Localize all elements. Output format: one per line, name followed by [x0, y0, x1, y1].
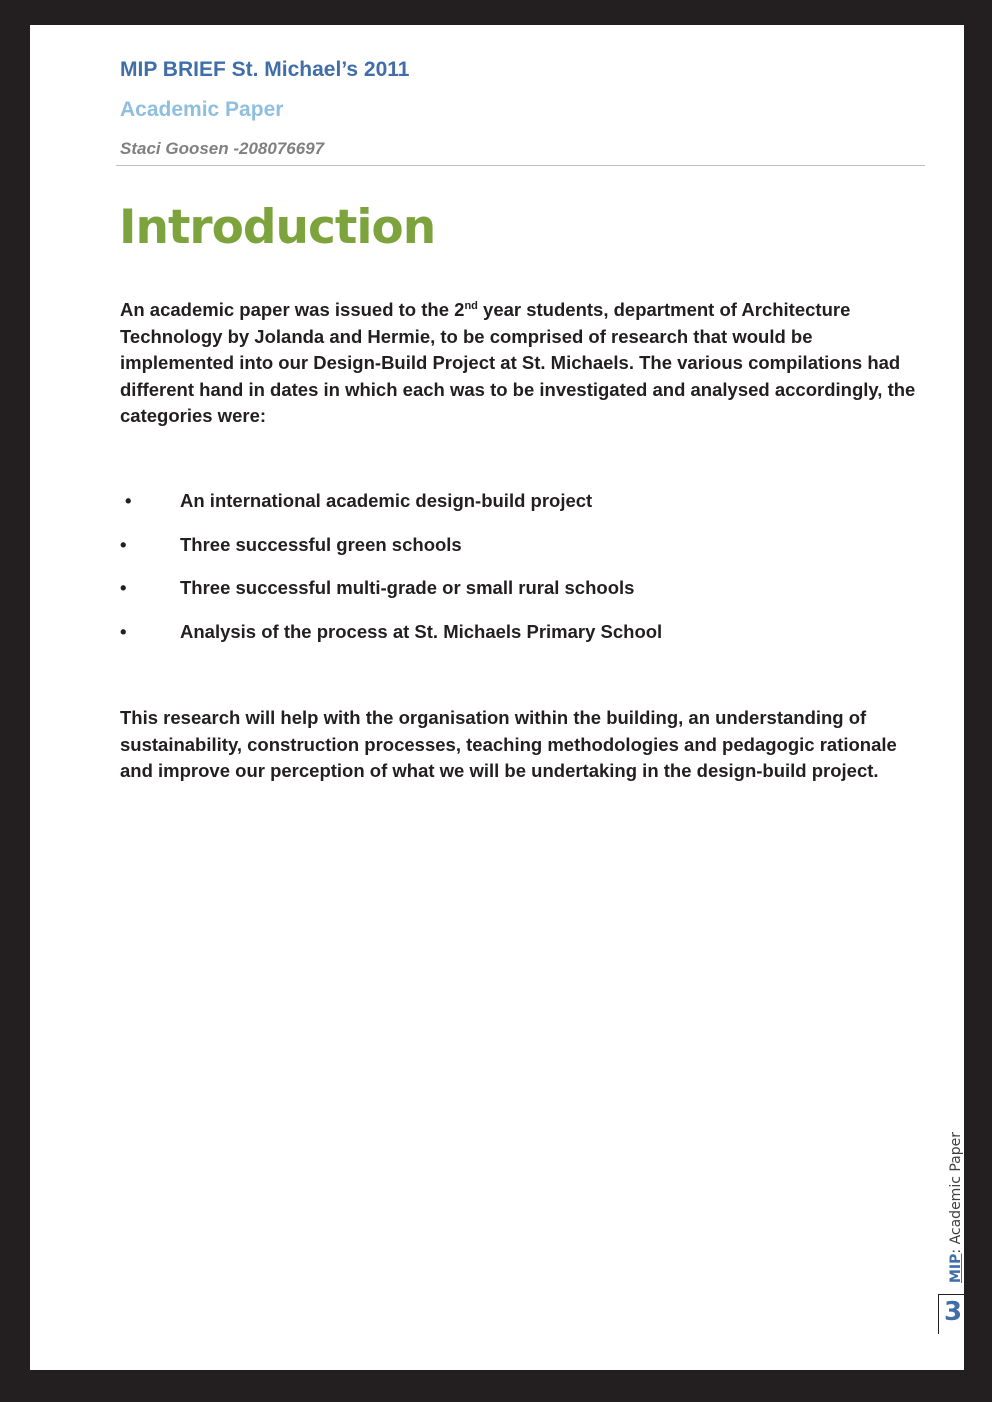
category-list — [120, 488, 920, 662]
author-line: Staci Goosen -208076697 — [120, 139, 325, 158]
list-item-text: An international academic design-build project — [180, 490, 593, 511]
bullet-icon: • — [120, 533, 127, 555]
list-item — [120, 619, 920, 663]
header-divider — [116, 165, 925, 166]
side-label-rest: : Academic Paper — [948, 1131, 964, 1254]
closing-paragraph: This research will help with the organisation within the building, an understanding of sustainability, construction processes, teaching methodologies and pedagogic rationale and improve our perception of what we will be undertaking in the design-build project. — [120, 707, 897, 781]
bullet-icon: • — [125, 490, 132, 511]
list-item — [120, 488, 920, 532]
intro-text-end: year students, department of Architecture Technology by Jolanda and Hermie, to be comprised of research that would be implemented into our Design-Build Project at St. Michaels. The various compilations had different hand in dates in which each was to be investigated and analysed accordingly, the categories were: — [120, 299, 916, 426]
document-subtitle: Academic Paper — [120, 98, 284, 121]
section-heading: Introduction — [119, 200, 436, 255]
list-item — [120, 532, 920, 576]
side-footer-label — [947, 1132, 964, 1283]
side-label-mip: MIP — [948, 1253, 964, 1283]
footer-rule-vertical — [938, 1294, 939, 1334]
intro-paragraph — [120, 297, 920, 430]
list-item-text: Three successful multi-grade or small rural schools — [180, 577, 635, 598]
footer-rule — [938, 1294, 964, 1295]
document-page — [30, 25, 964, 1370]
ordinal-superscript: nd — [464, 300, 478, 312]
page-number: 3 — [944, 1297, 963, 1327]
list-item-text: Analysis of the process at St. Michaels Primary School — [180, 620, 663, 642]
bullet-icon: • — [120, 620, 127, 642]
document-title: MIP BRIEF St. Michael’s 2011 — [120, 58, 410, 81]
bullet-icon: • — [120, 577, 127, 598]
intro-text-start: An academic paper was issued to the 2 — [120, 299, 465, 320]
list-item-text: Three successful green schools — [180, 533, 462, 555]
list-item — [120, 575, 920, 619]
